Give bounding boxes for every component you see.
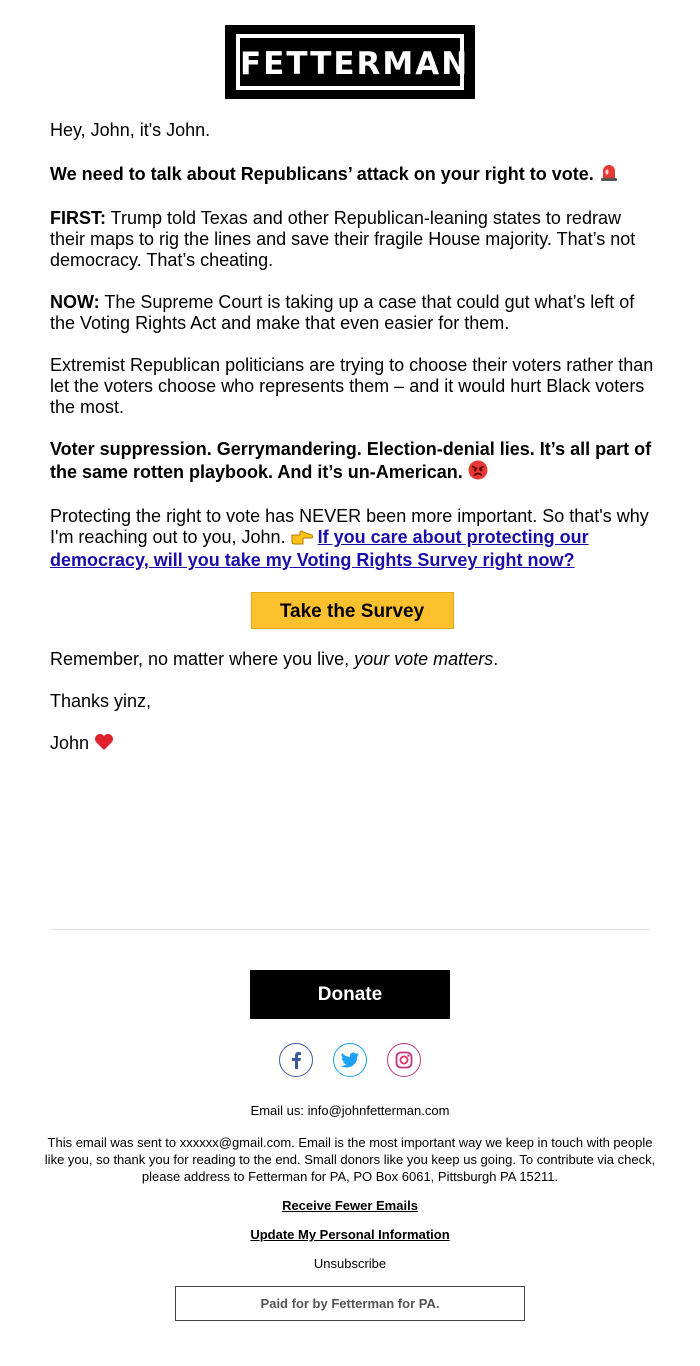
siren-icon: [599, 162, 619, 187]
footer-legal-text: This email was sent to xxxxxx@gmail.com. Email is the most important way we keep in touch with people like you, so thank you for reading to the end. Small donors like you keep us going. To contribute via check, please address to Fetterman for PA, PO Box 6061, Pittsburgh PA 15211.: [44, 1135, 656, 1184]
social-links: [0, 1043, 700, 1077]
logo-frame: [236, 34, 470, 90]
red-heart-icon: [94, 733, 114, 756]
cta-row: [50, 592, 654, 629]
thanks-line: Thanks yinz,: [50, 691, 152, 711]
headline-text: We need to talk about Republicans’ attack on your right to vote.: [50, 164, 594, 184]
first-text: Trump told Texas and other Republican-leaning states to redraw their maps to rig the lines and save their fragile House majority. That’s not democracy. That’s cheating.: [50, 208, 636, 270]
take-survey-button[interactable]: Take the Survey: [251, 592, 454, 629]
now-text: The Supreme Court is taking up a case that could gut what’s left of the Voting Rights Act and make that even easier for them.: [50, 292, 635, 333]
now-label: NOW:: [50, 292, 100, 312]
instagram-icon[interactable]: [387, 1043, 421, 1077]
signoff-name: John: [50, 733, 90, 753]
fetterman-logo: [225, 25, 475, 99]
signoff-paragraph: [50, 733, 654, 756]
email-body: [50, 120, 654, 777]
protecting-paragraph: [50, 506, 654, 571]
receive-fewer-emails-link[interactable]: Receive Fewer Emails: [282, 1198, 418, 1213]
footer-divider: [50, 929, 650, 930]
twitter-icon[interactable]: [333, 1043, 367, 1077]
suppression-paragraph: [50, 439, 654, 485]
remember-paragraph: [50, 649, 654, 670]
pointing-hand-icon: [291, 529, 313, 550]
facebook-icon[interactable]: [279, 1043, 313, 1077]
extremist-paragraph: Extremist Republican politicians are trying to choose their voters rather than let the voters choose who represents them – and it would hurt Black voters the most.: [50, 355, 654, 417]
headline-paragraph: [50, 162, 654, 187]
first-label: FIRST:: [50, 208, 106, 228]
logo-text: FETTERMAN: [240, 46, 470, 82]
now-paragraph: [50, 292, 654, 334]
remember-text: Remember, no matter where you live,: [50, 649, 355, 669]
unsubscribe-link[interactable]: Unsubscribe: [313, 1256, 387, 1271]
first-paragraph: [50, 208, 654, 271]
remember-emphasis: your vote matters: [354, 649, 494, 669]
update-personal-info-link[interactable]: Update My Personal Information: [250, 1227, 450, 1242]
suppression-text: Voter suppression. Gerrymandering. Election-denial lies. It’s all part of the same rotten playbook. And it’s un-American.: [50, 439, 652, 482]
remember-end: .: [493, 649, 499, 669]
donate-button[interactable]: Donate: [250, 970, 450, 1019]
greeting: Hey, John, it's John.: [50, 120, 211, 140]
angry-face-icon: [468, 460, 488, 485]
survey-link[interactable]: If you care about protecting our democracy, will you take my Voting Rights Survey right now?: [50, 527, 589, 570]
paid-for-disclaimer: Paid for by Fetterman for PA.: [175, 1286, 525, 1321]
footer-email: Email us: info@johnfetterman.com: [250, 1103, 450, 1118]
protecting-text: Protecting the right to vote has NEVER been more important. So that's why I'm reaching out to you, John.: [50, 506, 649, 547]
